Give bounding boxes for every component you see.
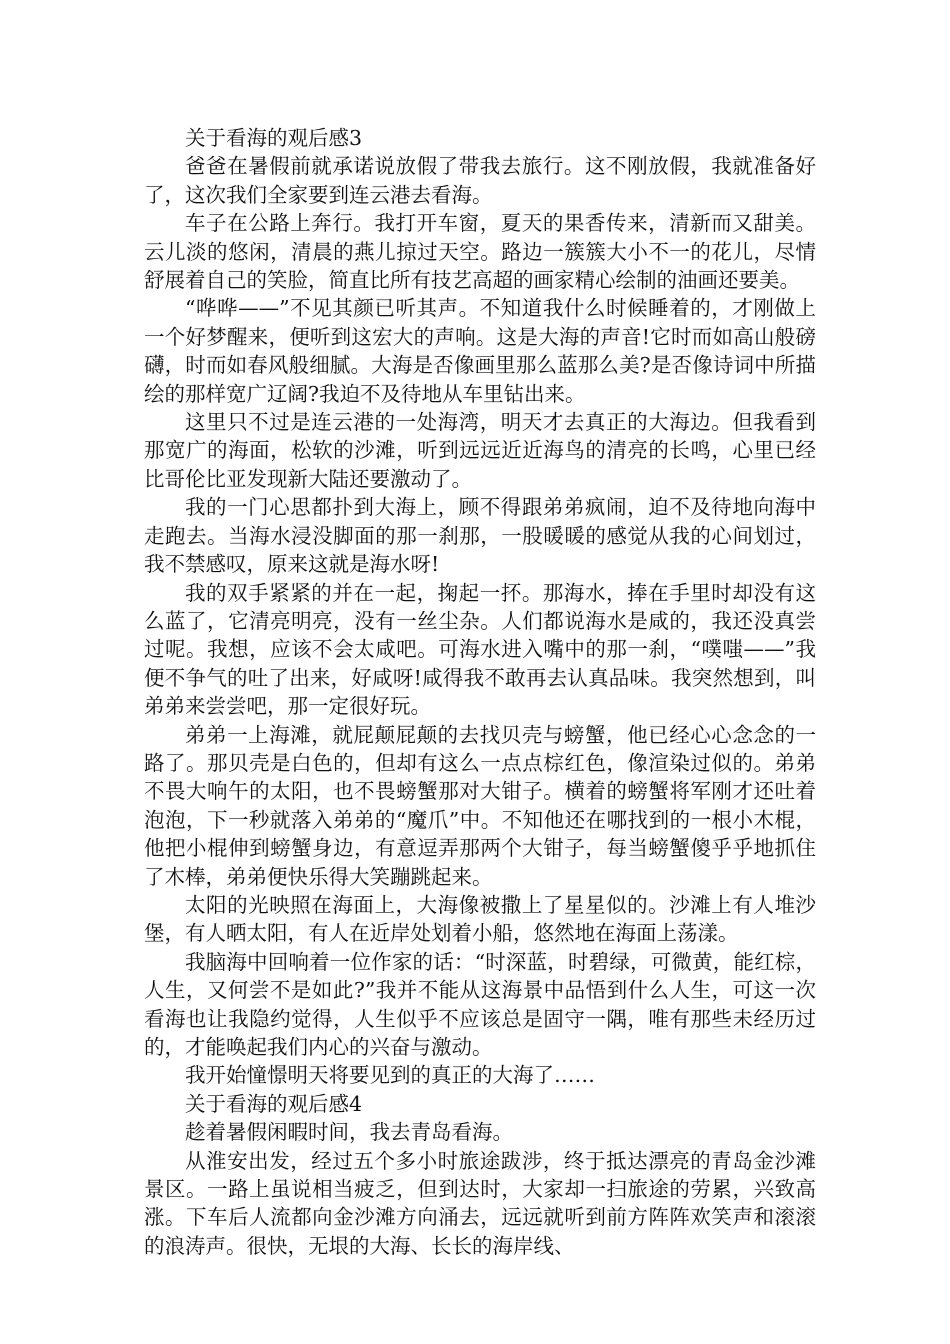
section-heading-3: 关于看海的观后感3: [185, 126, 363, 150]
paragraph: 我的一门心思都扑到大海上，顾不得跟弟弟疯闹，迫不及待地向海中走跑去。当海水浸没脚面的那一刹那，一股暖暖的感觉从我的心间划过，我不禁感叹，原来这就是海水呀!: [144, 495, 816, 577]
paragraph: 弟弟一上海滩，就屁颠屁颠的去找贝壳与螃蟹，他已经心心念念的一路了。那贝壳是白色的，但却有这么一点点棕红色，像渲染过似的。弟弟不畏大响午的太阳，也不畏螃蟹那对大钳子。横着的螃蟹将军刚才还吐着泡泡，下一秒就落入弟弟的“魔爪”中。不知他还在哪找到的一根小木棍，他把小棍伸到螃蟹身边，有意逗弄那两个大钳子，每当螃蟹傻乎乎地抓住了木棒，弟弟便快乐得大笑蹦跳起来。: [144, 722, 816, 889]
document-body: [144, 124, 816, 1260]
paragraph: “哗哗——”不见其颜已听其声。不知道我什么时候睡着的，才刚做上一个好梦醒来，便听到这宏大的声响。这是大海的声音!它时而如高山般磅礴，时而如春风般细腻。大海是否像画里那么蓝那么美?是否像诗词中所描绘的那样宽广辽阔?我迫不及待地从车里钻出来。: [144, 296, 816, 406]
paragraph: 从淮安出发，经过五个多小时旅途跋涉，终于抵达漂亮的青岛金沙滩景区。一路上虽说相当疲乏，但到达时，大家却一扫旅途的劳累，兴致高涨。下车后人流都向金沙滩方向涌去，远远就听到前方阵阵欢笑声和滚滚的浪涛声。很快，无垠的大海、长长的海岸线、: [144, 1148, 816, 1258]
paragraph: 这里只不过是连云港的一处海湾，明天才去真正的大海边。但我看到那宽广的海面，松软的沙滩，听到远远近近海鸟的清亮的长鸣，心里已经比哥伦比亚发现新大陆还要激动了。: [144, 410, 816, 491]
paragraph: 车子在公路上奔行。我打开车窗，夏天的果香传来，清新而又甜美。云儿淡的悠闲，清晨的燕儿掠过天空。路边一簇簇大小不一的花儿，尽情舒展着自己的笑脸，简直比所有技艺高超的画家精心绘制的油画还要美。: [144, 211, 816, 293]
paragraph: 我脑海中回响着一位作家的话：“时深蓝，时碧绿，可微黄，能红棕，人生，又何尝不是如此?”我并不能从这海景中品悟到什么人生，可这一次看海也让我隐约觉得，人生似乎不应该总是固守一隅，唯有那些未经历过的，才能唤起我们内心的兴奋与激动。: [144, 949, 816, 1059]
paragraph: 太阳的光映照在海面上，大海像被撒上了星星似的。沙滩上有人堆沙堡，有人晒太阳，有人在近岸处划着小船，悠然地在海面上荡漾。: [144, 892, 816, 946]
paragraph: 我开始憧憬明天将要见到的真正的大海了……: [185, 1063, 595, 1088]
paragraph: 我的双手紧紧的并在一起，掬起一抔。那海水，捧在手里时却没有这么蓝了，它清亮明亮，没有一丝尘杂。人们都说海水是咸的，我还没真尝过呢。我想，应该不会太咸吧。可海水进入嘴中的那一刹，“噗嗤——”我便不争气的吐了出来，好咸呀!咸得我不敢再去认真品味。我突然想到，叫弟弟来尝尝吧，那一定很好玩。: [144, 580, 816, 719]
section-heading-4: 关于看海的观后感4: [185, 1091, 363, 1116]
paragraph: 趁着暑假闲暇时间，我去青岛看海。: [185, 1120, 513, 1145]
paragraph: 爸爸在暑假前就承诺说放假了带我去旅行。这不刚放假，我就准备好了，这次我们全家要到连云港去看海。: [144, 154, 816, 207]
